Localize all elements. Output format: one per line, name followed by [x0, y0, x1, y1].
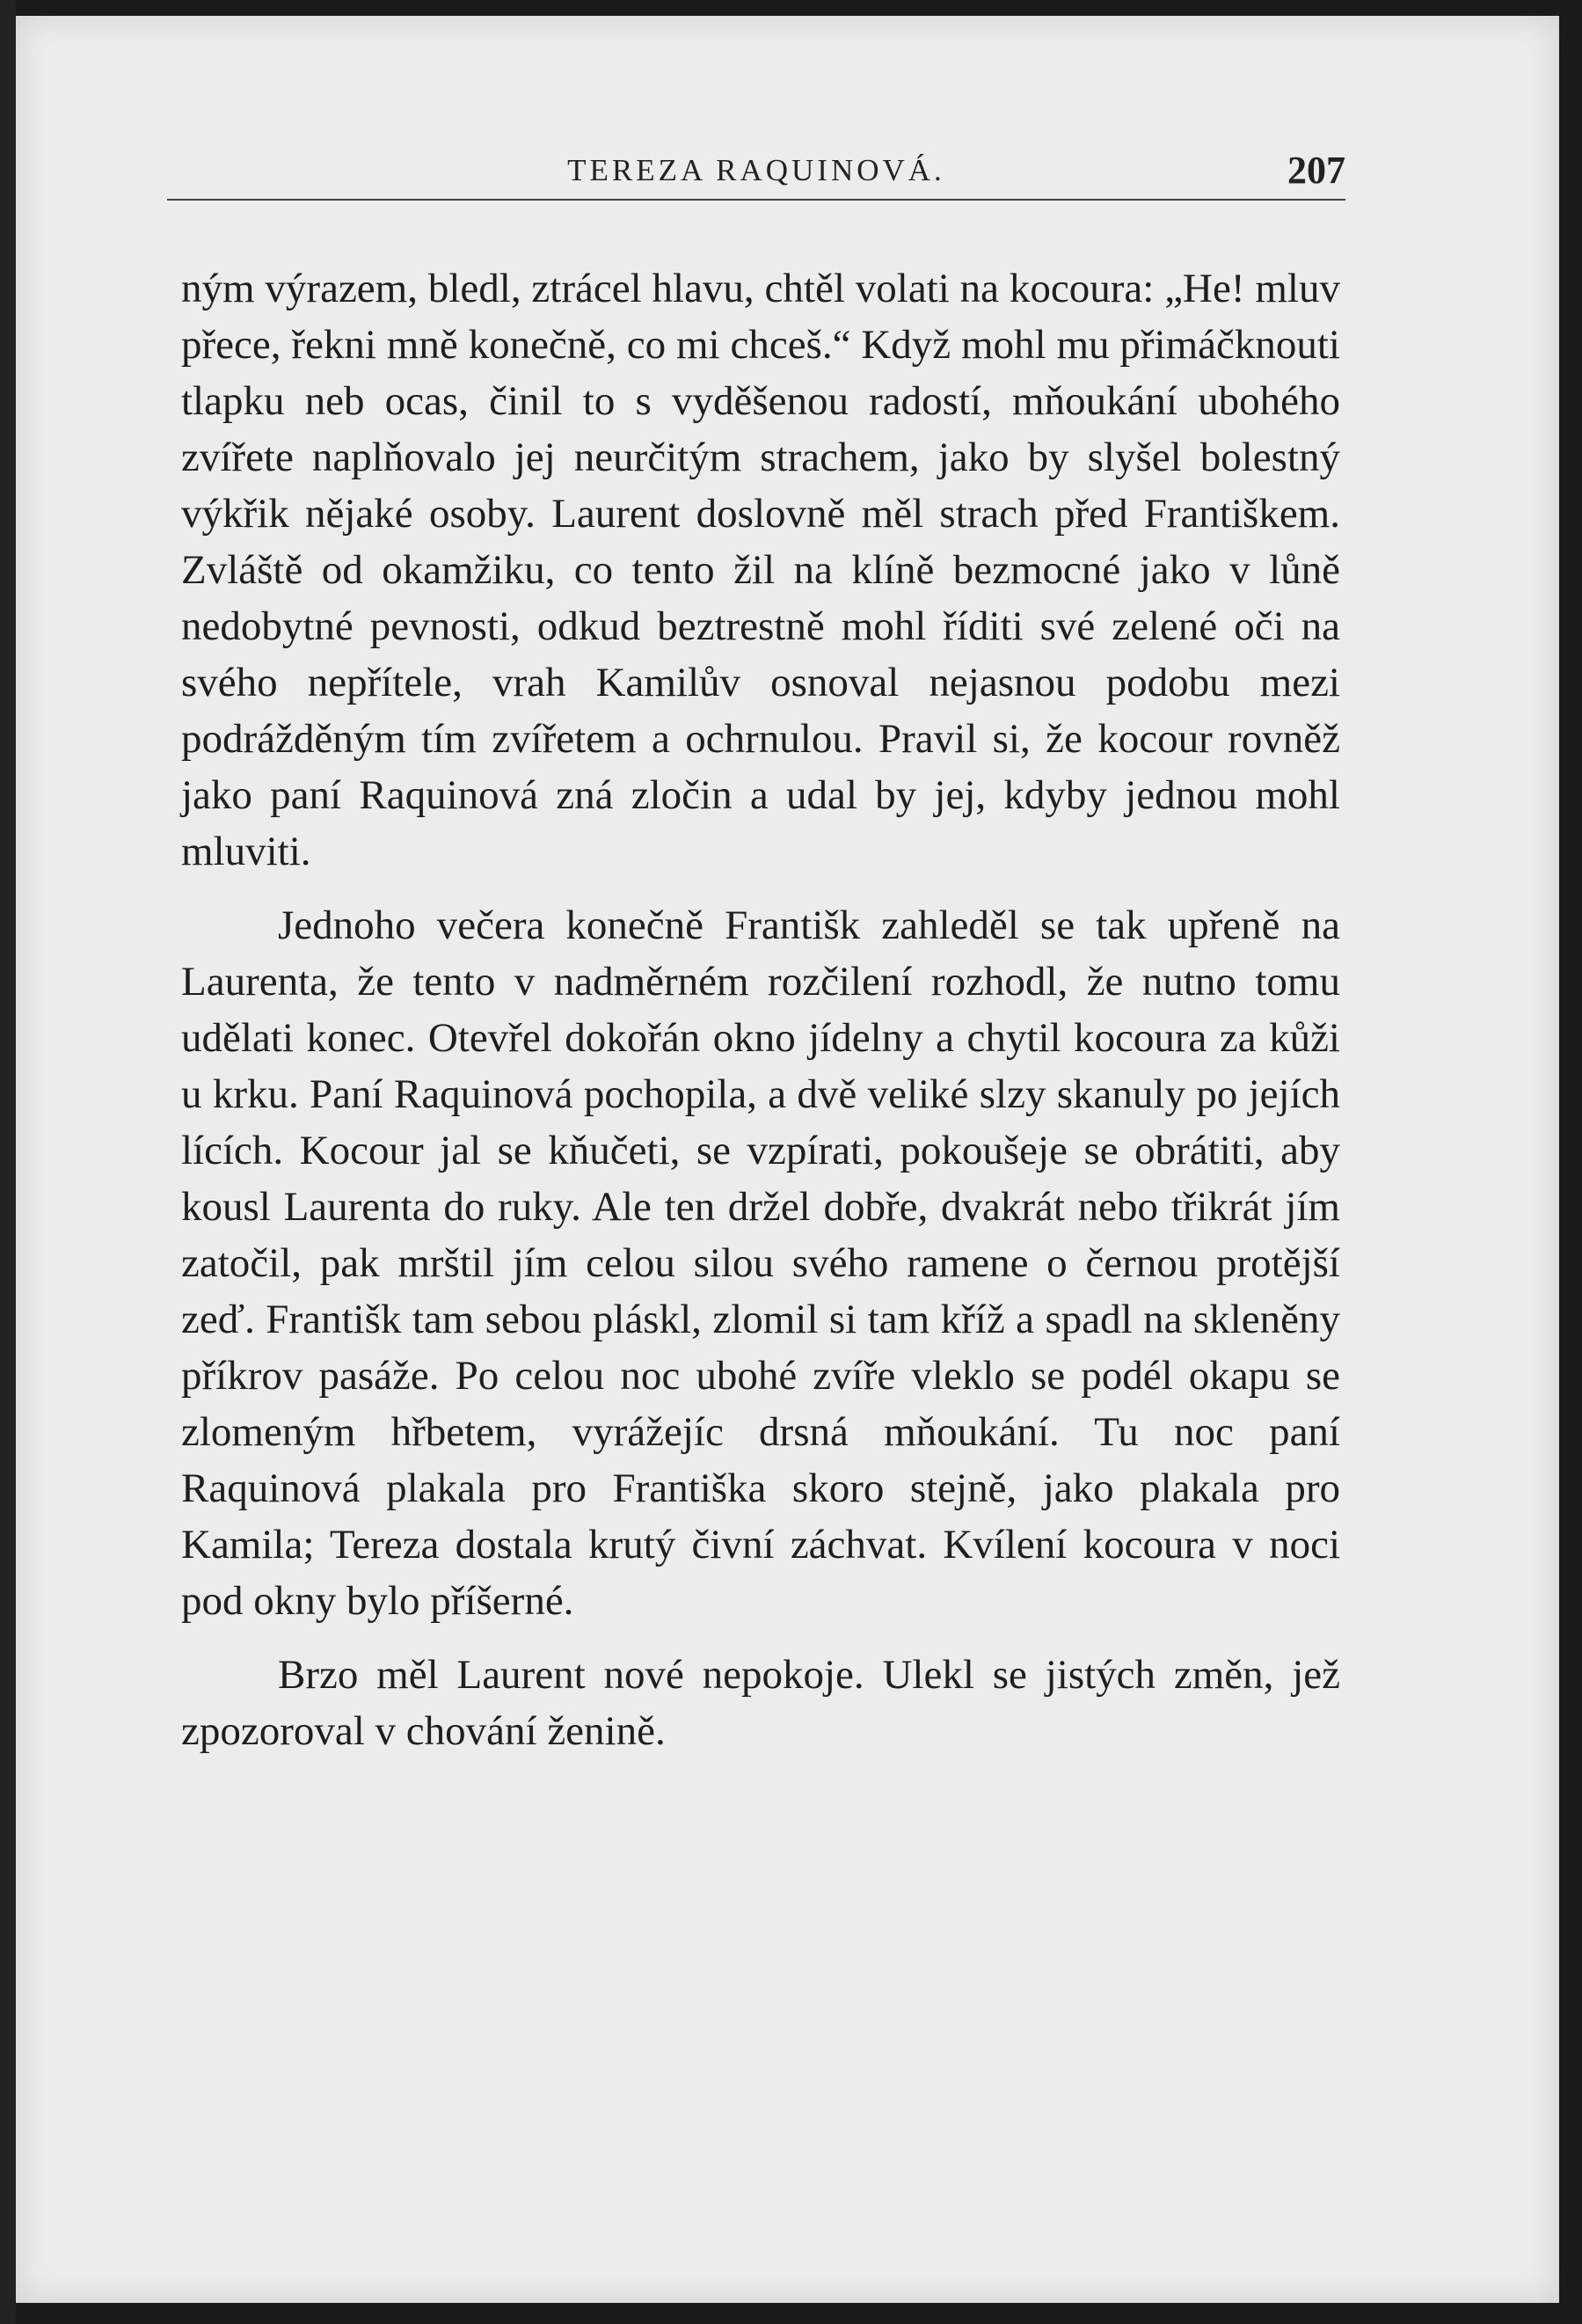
- scan-left-edge: [0, 0, 16, 2324]
- paragraph-2: Jednoho večera konečně Františk zahleděl se tak upřeně na Laurenta, že tento v nadměrném rozčilení rozhodl, že nutno tomu udělati konec. Otevřel dokořán okno jídelny a chytil kocoura za kůži u krku. Paní Raquinová pochopila, a dvě veliké slzy skanuly po jejích lících. Kocour jal se kňučeti, se vzpírati, pokoušeje se obrátiti, aby kousl Laurenta do ruky. Ale ten držel dobře, dvakrát nebo třikrát jím zatočil, pak mrštil jím celou silou svého ramene o černou protější zeď. Františk tam sebou pláskl, zlomil si tam kříž a spadl na skleněny příkrov pasáže. Po celou noc ubohé zvíře vleklo se podél okapu se zlomeným hřbetem, vyrážejíc drsná mňoukání. Tu noc paní Raquinová plakala pro Františka skoro stejně, jako plakala pro Kamila; Tereza dostala krutý čivní záchvat. Kvílení kocoura v noci pod okny bylo příšerné.: [181, 903, 1340, 1624]
- paragraph-3: Brzo měl Laurent nové nepokoje. Ulekl se jistých změn, jež zpozoroval v chování ženině.: [181, 1652, 1340, 1754]
- running-title: TEREZA RAQUINOVÁ.: [567, 153, 945, 187]
- body-text: [181, 260, 1340, 1777]
- page-number: 207: [1287, 149, 1345, 192]
- header-rule: [167, 199, 1345, 201]
- paragraph-1: ným výrazem, bledl, ztrácel hlavu, chtěl volati na kocoura: „He! mluv přece, řekni mně konečně, co mi chceš.“ Když mohl mu přimáčknouti tlapku neb ocas, činil to s vyděšenou radostí, mňoukání ubohého zvířete naplňovalo jej neurčitým strachem, jako by slyšel bolestný výkřik nějaké osoby. Laurent doslovně měl strach před Františkem. Zvláště od okamžiku, co tento žil na klíně bezmocné jako v lůně nedobytné pevnosti, odkud beztrestně mohl říditi své zelené oči na svého nepřítele, vrah Kamilův osnoval nejasnou podobu mezi podrážděným tím zvířetem a ochrnulou. Pravil si, že kocour rovněž jako paní Raquinová zná zločin a udal by jej, kdyby jednou mohl mluviti.: [181, 266, 1340, 874]
- page-header: [167, 148, 1345, 201]
